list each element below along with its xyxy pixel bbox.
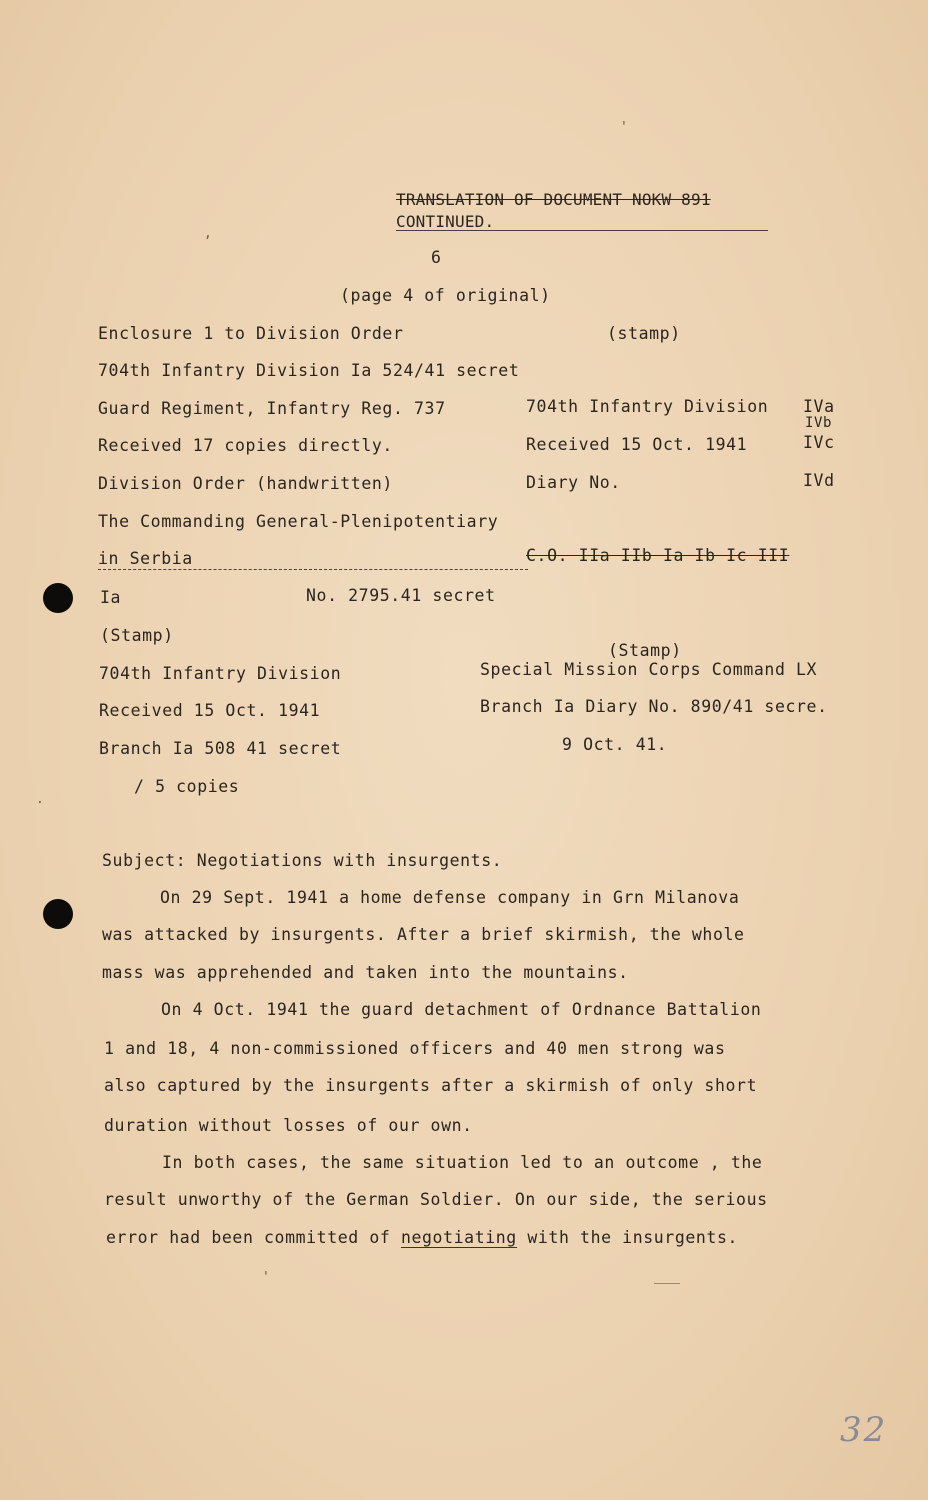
ia-label: Ia [100,588,122,607]
header-rule [396,230,768,231]
stamp-top-code-iva: IVa [803,397,835,416]
stamp-top-received: Received 15 Oct. 1941 [526,435,748,454]
ia-number: No. 2795.41 secret [306,586,496,605]
commanding-serbia-line: in Serbia [98,549,193,568]
left-stamp-label: (Stamp) [100,626,174,645]
left-stamp-copies: / 5 copies [134,777,240,796]
received-copies-line: Received 17 copies directly. [98,436,393,455]
right-stamp-date: 9 Oct. 41. [562,735,668,754]
paragraph-3-line-1: In both cases, the same situation led to an outcome , the [162,1153,763,1172]
paragraph-3-prefix: error had been committed of [106,1228,401,1247]
paragraph-2-line-3: also captured by the insurgents after a skirmish of only short [104,1076,758,1095]
header-continued: CONTINUED. [396,212,495,231]
right-stamp-corps: Special Mission Corps Command LX [480,660,818,679]
left-stamp-division: 704th Infantry Division [99,664,342,683]
paragraph-2-line-4: duration without losses of our own. [104,1116,473,1135]
paragraph-3-line-2: result unworthy of the German Soldier. On our side, the serious [104,1190,768,1209]
right-stamp-label: (Stamp) [608,641,682,660]
negotiating-underlined: negotiating [400,1228,517,1247]
paragraph-2-line-2: 1 and 18, 4 non-commissioned officers and 40 men strong was [104,1039,726,1058]
stamp-top-code-ivb: IVb [805,415,833,431]
paragraph-3-suffix: with the insurgents. [516,1228,739,1247]
left-stamp-branch: Branch Ia 508 41 secret [99,739,342,758]
distribution-line: C.O. IIa IIb Ia Ib Ic III [526,546,790,565]
stamp-top-code-ivd: IVd [803,471,835,490]
commanding-general-line: The Commanding General-Plenipotentiary [98,512,499,531]
stamp-top-division: 704th Infantry Division [526,397,769,416]
stamp-top-diary: Diary No. [526,473,621,492]
header-title: TRANSLATION OF DOCUMENT NOKW 891 [396,190,711,209]
paper-mark [654,1283,680,1284]
right-stamp-branch: Branch Ia Diary No. 890/41 secre. [480,697,828,716]
paper-speck: ' [262,1270,270,1285]
stamp-top-code-ivc: IVc [803,433,835,452]
division-ref-line: 704th Infantry Division Ia 524/41 secret [98,361,520,380]
guard-regiment-line: Guard Regiment, Infantry Reg. 737 [98,399,446,418]
left-stamp-received: Received 15 Oct. 1941 [99,701,321,720]
pencil-folio-number: 32 [840,1410,888,1450]
paragraph-1-line-2: was attacked by insurgents. After a brief skirmish, the whole [102,925,745,944]
enclosure-line: Enclosure 1 to Division Order [98,324,404,343]
paragraph-2-line-1: On 4 Oct. 1941 the guard detachment of Ordnance Battalion [161,1000,762,1019]
paragraph-1-line-3: mass was apprehended and taken into the mountains. [102,963,629,982]
paragraph-3-line-3 [106,1228,738,1247]
paper-speck: ' [620,120,628,135]
punch-hole-bottom [43,899,73,929]
page-of-original: (page 4 of original) [340,286,551,305]
stamp-top-label: (stamp) [607,324,681,343]
subject-line: Subject: Negotiations with insurgents. [102,851,503,870]
punch-hole-top [43,583,73,613]
division-order-line: Division Order (handwritten) [98,474,393,493]
commanding-rule [98,569,528,570]
paper-speck: , [204,226,212,241]
page-number: 6 [431,248,442,267]
paragraph-1-line-1: On 29 Sept. 1941 a home defense company in Grn Milanova [160,888,740,907]
paper-speck: . [36,792,44,807]
